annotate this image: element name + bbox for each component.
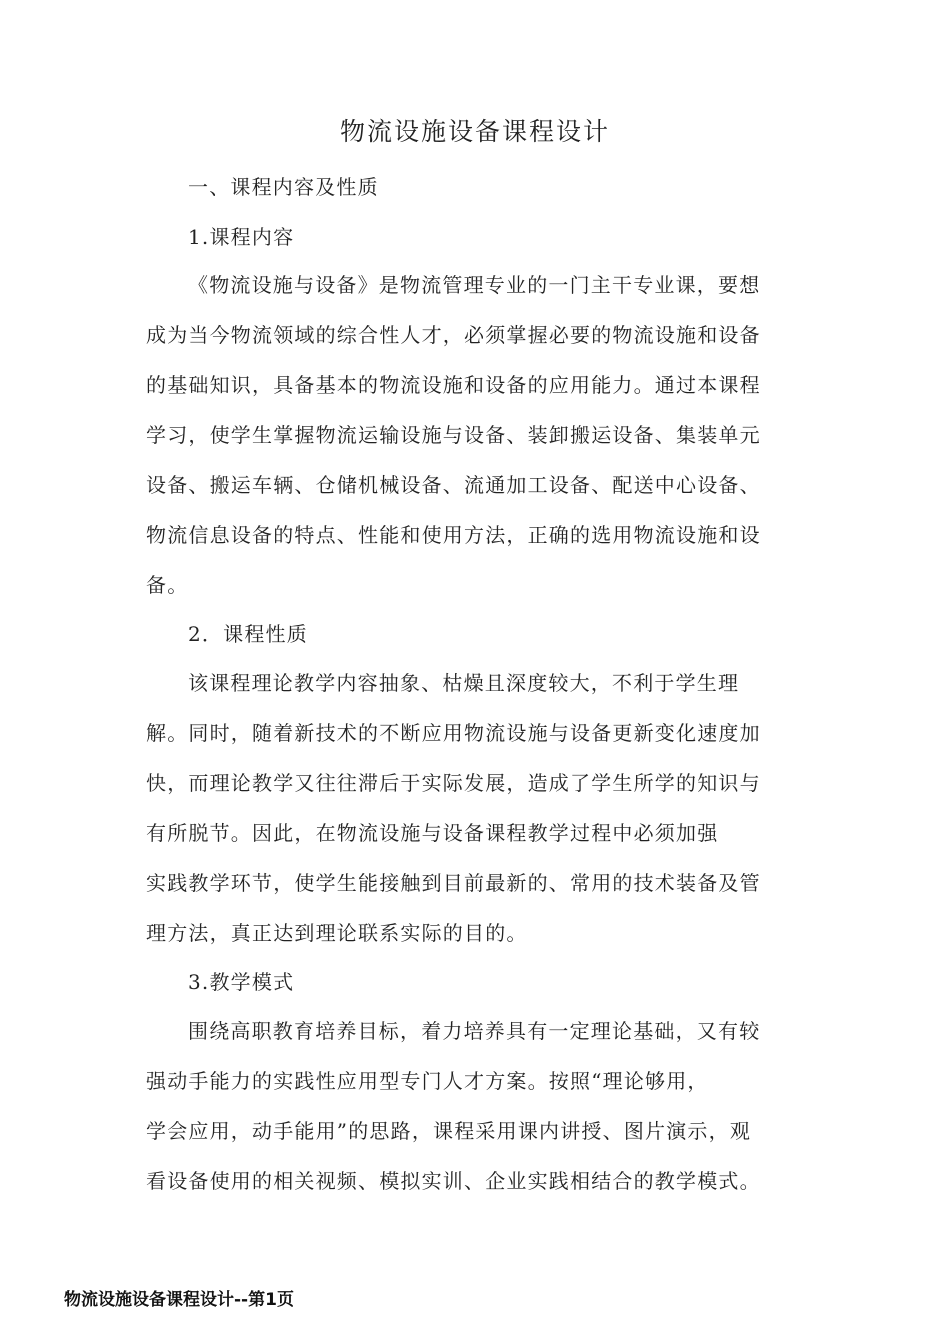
section-heading: 一、课程内容及性质 [188,175,379,199]
paragraph-line: 强动手能力的实践性应用型专门人才方案。按照“理论够用， [146,1069,709,1093]
paragraph-line: 物流信息设备的特点、性能和使用方法，正确的选用物流设施和设 [146,523,761,547]
paragraph-line: 备。 [146,573,189,597]
paragraph-line: 围绕高职教育培养目标，着力培养具有一定理论基础，又有较 [188,1019,761,1043]
paragraph-line: 成为当今物流领域的综合性人才，必须掌握必要的物流设施和设备 [146,323,761,347]
paragraph-line: 解。同时，随着新技术的不断应用物流设施与设备更新变化速度加 [146,721,761,745]
paragraph-line: 看设备使用的相关视频、模拟实训、企业实践相结合的教学模式。 [146,1169,761,1193]
subsection-heading-mode: 3.教学模式 [188,970,295,994]
page-footer: 物流设施设备课程设计--第1页 [64,1290,294,1310]
paragraph-line: 该课程理论教学内容抽象、枯燥且深度较大，不利于学生理 [188,671,740,695]
paragraph-line: 有所脱节。因此，在物流设施与设备课程教学过程中必须加强 [146,821,719,845]
paragraph-line: 快，而理论教学又往往滞后于实际发展，造成了学生所学的知识与 [146,771,761,795]
paragraph-line: 的基础知识，具备基本的物流设施和设备的应用能力。通过本课程 [146,373,761,397]
document-title: 物流设施设备课程设计 [339,117,610,146]
paragraph-line: 理方法，真正达到理论联系实际的目的。 [146,921,528,945]
subsection-heading-content: 1.课程内容 [188,225,295,249]
subsection-heading-nature: 2．课程性质 [188,622,308,646]
paragraph-line: 学习，使学生掌握物流运输设施与设备、装卸搬运设备、集装单元 [146,423,761,447]
paragraph-line: 《物流设施与设备》是物流管理专业的一门主干专业课，要想 [188,273,761,297]
paragraph-line: 设备、搬运车辆、仓储机械设备、流通加工设备、配送中心设备、 [146,473,761,497]
paragraph-line: 学会应用，动手能用”的思路，课程采用课内讲授、图片演示，观 [146,1119,752,1143]
paragraph-line: 实践教学环节，使学生能接触到目前最新的、常用的技术装备及管 [146,871,761,895]
